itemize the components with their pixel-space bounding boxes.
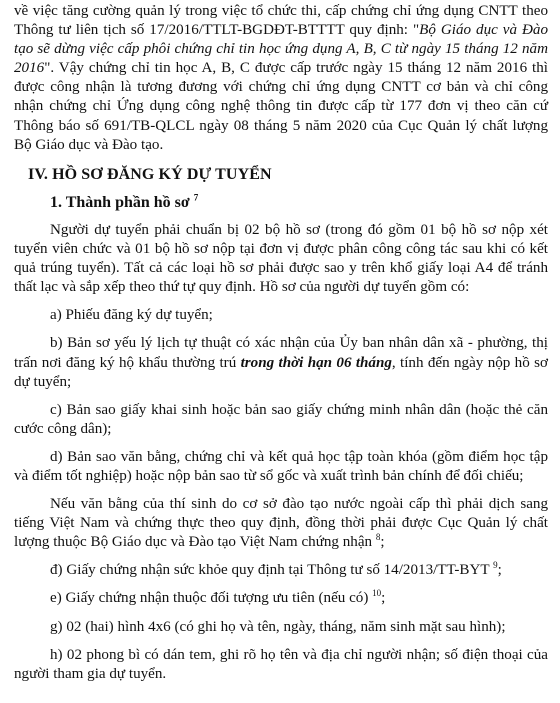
item-b-text-start: b) Bản sơ yếu lý lịch tự thuật có xác nhận của Ủy ban nhân dân xã - phường, thị trấn nơi đăng ký hộ khẩu thường trú	[14, 335, 548, 371]
intro-text-start: về việc tăng cường quản lý trong việc tổ chức thi, cấp chứng chỉ ứng dụng CNTT theo Thông tư liên tịch số 17/2016/TTLT-BGDĐT-BTTTT quy định: "	[14, 3, 548, 39]
item-e-text: e) Giấy chứng nhận thuộc đối tượng ưu tiên (nếu có)	[50, 590, 369, 607]
footnote-ref-10: 10	[372, 588, 382, 599]
item-g: g) 02 (hai) hình 4x6 (có ghi họ và tên, ngày, tháng, năm sinh mặt sau hình);	[50, 618, 506, 635]
foreign-degree-text: Nếu văn bằng của thí sinh do cơ sở đào tạo nước ngoài cấp thì phải dịch sang tiếng Việt Nam và chứng thực theo quy định, đồng thời phải được Cục Quản lý chất lượng thuộc Bộ Giáo dục và Đào tạo Việt Nam chứng nhận	[14, 496, 548, 551]
footnote-ref-9: 9	[493, 560, 498, 571]
item-a: a) Phiếu đăng ký dự tuyển;	[50, 307, 213, 324]
intro-text-end: ". Vậy chứng chỉ tin học A, B, C được cấp trước ngày 15 tháng 12 năm 2016 thì được công nhận là tương đương với chứng chỉ ứng dụng CNTT cơ bản và chỉ công nhận chứng chỉ Ứng dụng công nghệ thông tin được cấp từ 177 đơn vị theo căn cứ Thông báo số 691/TB-QLCL ngày 08 tháng 5 năm 2020 của Cục Quản lý chất lượng Bộ Giáo dục và Đào tạo.	[14, 60, 548, 153]
item-d: d) Bản sao văn bằng, chứng chỉ và kết quả học tập toàn khóa (gồm điểm học tập và điểm tốt nghiệp) hoặc nộp bản sao từ sổ gốc và xuất trình bản chính để đối chiếu;	[14, 448, 548, 484]
item-b	[14, 334, 548, 391]
foreign-degree-end: ;	[380, 534, 385, 551]
foreign-degree-paragraph	[14, 495, 548, 552]
subsection-heading-text: 1. Thành phần hồ sơ	[50, 193, 190, 211]
item-c: c) Bản sao giấy khai sinh hoặc bản sao giấy chứng minh nhân dân (hoặc thẻ căn cước công dân);	[14, 401, 548, 437]
item-e-end: ;	[381, 590, 386, 607]
item-dd-text: đ) Giấy chứng nhận sức khỏe quy định tại Thông tư số 14/2013/TT-BYT	[50, 562, 490, 579]
subsection-heading-1	[14, 193, 548, 212]
footnote-ref-8: 8	[375, 532, 381, 543]
item-dd	[14, 561, 548, 580]
item-e	[14, 589, 548, 608]
footnote-ref-7: 7	[193, 192, 199, 203]
item-dd-end: ;	[497, 562, 502, 579]
section-heading-iv: IV. HỒ SƠ ĐĂNG KÝ DỰ TUYỂN	[28, 165, 272, 183]
item-b-text-end: , tính đến ngày nộp hồ sơ dự tuyển;	[14, 354, 548, 390]
requirements-paragraph: Người dự tuyển phải chuẩn bị 02 bộ hồ sơ (trong đó gồm 01 bộ hồ sơ nộp xét tuyển viên chức và 01 bộ hồ sơ nộp tại đơn vị được phân công công tác sau khi có kết quả trúng tuyển). Tất cả các loại hồ sơ phải được sao y trên khổ giấy loại A4 để tránh thất lạc và sắp xếp theo thứ tự quy định. Hồ sơ của người dự tuyển gồm có:	[14, 221, 548, 296]
item-b-emphasis: trong thời hạn 06 tháng	[240, 354, 392, 371]
intro-paragraph	[14, 2, 548, 155]
intro-quote: Bộ Giáo dục và Đào tạo sẽ dừng việc cấp phôi chứng chỉ tin học ứng dụng A, B, C từ ngày 15 tháng 12 năm 2016	[14, 22, 548, 77]
item-h: h) 02 phong bì có dán tem, ghi rõ họ tên và địa chỉ người nhận; số điện thoại của người tham gia dự tuyển.	[14, 646, 548, 682]
